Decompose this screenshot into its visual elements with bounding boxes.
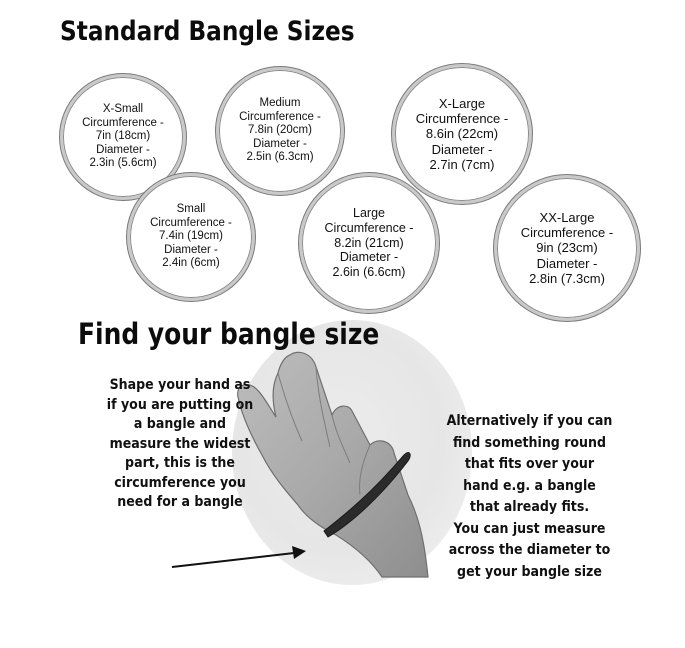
- size-name: Medium: [259, 97, 301, 110]
- circumference-value: 8.2in (21cm): [334, 235, 404, 250]
- size-ring-small: [127, 173, 255, 301]
- size-ring-xx-large: [494, 175, 640, 321]
- diameter-value: 2.7in (7cm): [429, 156, 495, 172]
- circumference-label: Circumference -: [520, 225, 614, 240]
- diameter-label: Diameter -: [431, 141, 493, 157]
- instruction-line: Shape your hand as: [109, 377, 251, 393]
- instruction-line: get your bangle size: [457, 563, 602, 580]
- instruction-line: part, this is the: [125, 455, 235, 471]
- page-title: Standard Bangle Sizes: [60, 16, 355, 47]
- diameter-label: Diameter -: [253, 137, 307, 150]
- instruction-line: circumference you: [114, 474, 246, 491]
- size-name: Large: [353, 206, 385, 221]
- size-name: Small: [176, 203, 206, 216]
- instruction-line: Alternatively if you can: [446, 413, 613, 429]
- circumference-label: Circumference -: [324, 220, 414, 235]
- section-title: Find your bangle size: [78, 317, 380, 351]
- size-name: XX-Large: [539, 209, 595, 225]
- diameter-label: Diameter -: [164, 243, 218, 256]
- diameter-value: 2.5in (6.3cm): [246, 151, 314, 164]
- instruction-line: that already fits.: [469, 499, 590, 515]
- instruction-line: hand e.g. a bangle: [463, 477, 596, 494]
- instruction-line: across the diameter to: [448, 542, 611, 558]
- instructions-right: [442, 411, 618, 583]
- circumference-label: Circumference -: [415, 111, 509, 126]
- size-name: X-Large: [438, 95, 486, 111]
- pointer-arrow-icon: [170, 543, 310, 573]
- size-ring-large: [299, 173, 439, 313]
- instruction-line: measure the widest: [109, 435, 251, 452]
- instruction-line: find something round: [452, 434, 607, 451]
- diameter-label: Diameter -: [339, 250, 399, 265]
- size-ring-medium: [216, 67, 344, 195]
- circumference-value: 7in (18cm): [95, 130, 151, 143]
- circumference-label: Circumference -: [82, 116, 164, 129]
- diameter-label: Diameter -: [536, 255, 598, 271]
- instructions-left: [104, 376, 257, 513]
- circumference-value: 7.4in (19cm): [159, 230, 223, 243]
- size-name: X-Small: [102, 103, 144, 116]
- circumference-label: Circumference -: [239, 110, 321, 123]
- circumference-label: Circumference -: [150, 216, 232, 229]
- instruction-line: that fits over your: [464, 456, 595, 472]
- circumference-value: 7.8in (20cm): [248, 124, 312, 137]
- diameter-value: 2.4in (6cm): [162, 257, 220, 270]
- diameter-label: Diameter -: [96, 143, 150, 156]
- diameter-value: 2.6in (6.6cm): [332, 265, 406, 280]
- instruction-line: need for a bangle: [117, 494, 243, 510]
- circumference-value: 8.6in (22cm): [425, 126, 499, 142]
- instruction-line: You can just measure: [453, 520, 606, 537]
- instruction-line: a bangle and: [133, 416, 227, 432]
- circumference-value: 9in (23cm): [536, 240, 598, 256]
- diameter-value: 2.8in (7.3cm): [529, 270, 605, 286]
- diameter-value: 2.3in (5.6cm): [89, 157, 157, 170]
- instruction-line: if you are putting on: [106, 396, 254, 413]
- size-ring-x-large: [392, 64, 532, 204]
